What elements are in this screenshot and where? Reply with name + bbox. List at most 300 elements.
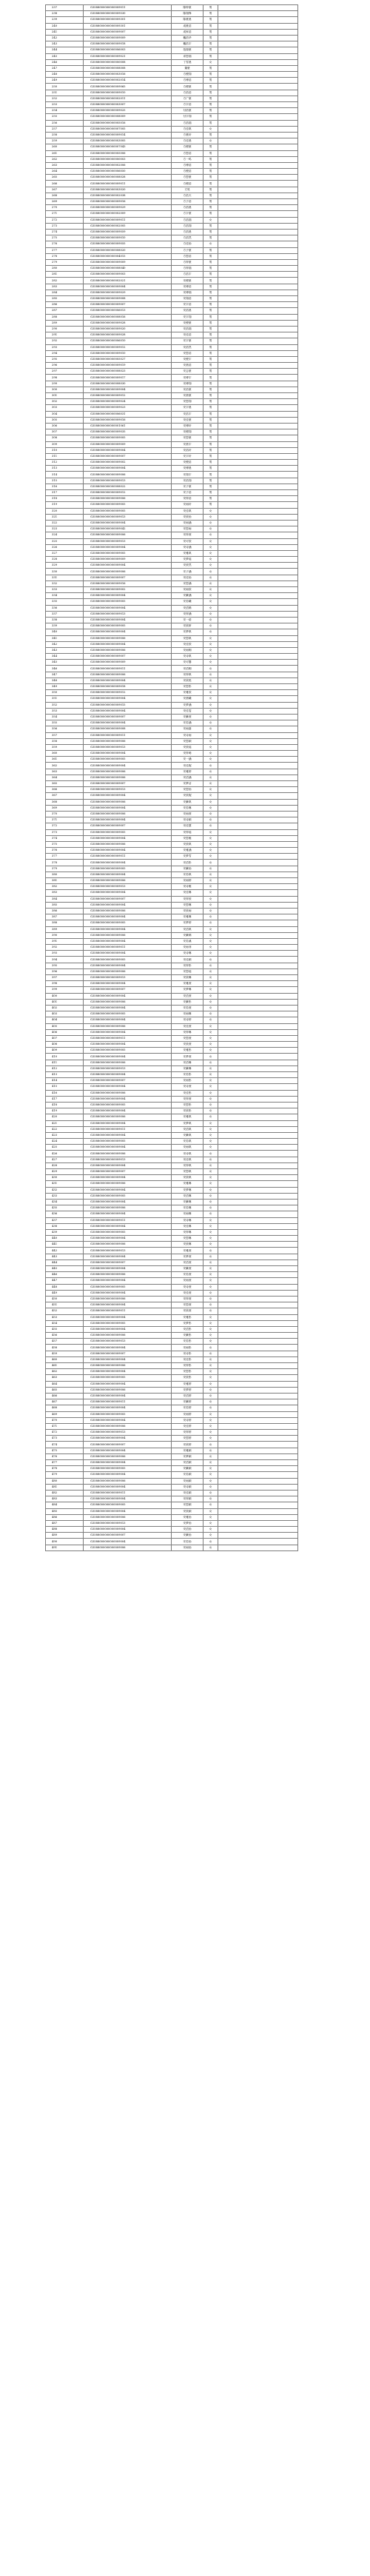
applicant-id-cell: G3588000000000009004: [84, 520, 172, 526]
applicant-name-cell: 安浩轩: [172, 447, 204, 453]
applicant-id-cell: G3588000000000009007: [84, 987, 172, 993]
table-row: [46, 1514, 298, 1520]
applicant-name-cell: 安思涵: [172, 581, 204, 586]
applicant-gender-cell: 男: [204, 132, 218, 138]
applicant-name-cell: 安佳慧: [172, 823, 204, 829]
row-number-cell: 377: [46, 854, 84, 860]
applicant-gender-cell: 女: [204, 793, 218, 799]
applicant-name-cell: 安若琪: [172, 872, 204, 877]
row-number-cell: 480: [46, 1478, 84, 1484]
applicant-gender-cell: 男: [204, 441, 218, 447]
applicant-gender-cell: 男: [204, 356, 218, 362]
table-row: [46, 1278, 298, 1284]
applicant-gender-cell: 女: [204, 878, 218, 884]
applicant-gender-cell: 女: [204, 848, 218, 854]
applicant-gender-cell: 女: [204, 957, 218, 963]
applicant-gender-cell: 女: [204, 975, 218, 981]
row-number-cell: 342: [46, 641, 84, 647]
row-number-cell: 439: [46, 1229, 84, 1235]
row-number-cell: 405: [46, 1023, 84, 1029]
applicant-id-cell: G3588000000000009005: [84, 757, 172, 763]
applicant-id-cell: G3588000000000009005: [84, 920, 172, 926]
table-row: [46, 241, 298, 247]
row-number-cell: 336: [46, 605, 84, 611]
applicant-name-cell: 安雨颖: [172, 1478, 204, 1484]
applicant-gender-cell: 男: [204, 296, 218, 302]
table-row: [46, 611, 298, 617]
table-row: [46, 138, 298, 144]
remarks-cell: [218, 1193, 298, 1199]
row-number-cell: 362: [46, 763, 84, 769]
applicant-name-cell: 安紫萱: [172, 714, 204, 720]
remarks-cell: [218, 1084, 298, 1090]
row-number-cell: 471: [46, 1423, 84, 1429]
row-number-cell: 323: [46, 526, 84, 532]
row-number-cell: 358: [46, 738, 84, 744]
applicant-gender-cell: 男: [204, 447, 218, 453]
applicant-gender-cell: 女: [204, 1345, 218, 1351]
table-row: [46, 211, 298, 217]
table-row: [46, 751, 298, 757]
applicant-id-cell: G3588000000000009012: [84, 344, 172, 350]
remarks-cell: [218, 1054, 298, 1060]
applicant-gender-cell: 女: [204, 1114, 218, 1120]
applicant-name-cell: 安俊浩: [172, 460, 204, 466]
applicant-id-cell: G3588000000000009004: [84, 1145, 172, 1151]
remarks-cell: [218, 1369, 298, 1375]
applicant-id-cell: G3588000000000009006: [84, 472, 172, 478]
applicant-gender-cell: 男: [204, 253, 218, 259]
applicant-id-cell: G3588000000000009005: [84, 1284, 172, 1290]
applicant-gender-cell: 男: [204, 344, 218, 350]
applicant-gender-cell: 女: [204, 1460, 218, 1466]
applicant-id-cell: G3588000000000009016: [84, 581, 172, 586]
remarks-cell: [218, 387, 298, 392]
row-number-cell: 373: [46, 829, 84, 835]
table-row: [46, 684, 298, 690]
applicant-gender-cell: 男: [204, 472, 218, 478]
applicant-gender-cell: 女: [204, 963, 218, 968]
table-row: [46, 635, 298, 641]
applicant-gender-cell: 男: [204, 17, 218, 23]
remarks-cell: [218, 1272, 298, 1278]
table-row: [46, 441, 298, 447]
row-number-cell: 374: [46, 835, 84, 841]
remarks-cell: [218, 1162, 298, 1168]
applicant-id-cell: G3588000000000009011: [84, 945, 172, 951]
applicant-gender-cell: 女: [204, 1302, 218, 1308]
row-number-cell: 259: [46, 138, 84, 144]
applicant-name-cell: 安博宇: [172, 375, 204, 381]
remarks-cell: [218, 605, 298, 611]
row-number-cell: 382: [46, 884, 84, 890]
row-number-cell: 366: [46, 787, 84, 793]
remarks-cell: [218, 1351, 298, 1356]
row-number-cell: 436: [46, 1211, 84, 1217]
applicant-gender-cell: 女: [204, 538, 218, 544]
table-row: [46, 1199, 298, 1205]
applicant-name-cell: 方浩晨: [172, 205, 204, 211]
remarks-cell: [218, 247, 298, 253]
row-number-cell: 441: [46, 1242, 84, 1248]
applicant-id-cell: G3588000000000009059: [84, 229, 172, 235]
row-number-cell: 277: [46, 247, 84, 253]
applicant-gender-cell: 女: [204, 1448, 218, 1453]
table-row: [46, 647, 298, 653]
table-row: [46, 1369, 298, 1375]
remarks-cell: [218, 1211, 298, 1217]
applicant-id-cell: G3588000000000008008: [84, 65, 172, 71]
applicant-id-cell: G3588000000000009015: [84, 702, 172, 708]
applicant-name-cell: 安欣婷: [172, 1442, 204, 1448]
applicant-gender-cell: 女: [204, 1472, 218, 1478]
applicant-name-cell: 安梓琳: [172, 1229, 204, 1235]
applicant-name-cell: 方思浩: [172, 253, 204, 259]
table-row: [46, 490, 298, 496]
table-row: [46, 429, 298, 435]
applicant-id-cell: G3588000000000008022: [84, 484, 172, 489]
row-number-cell: 453: [46, 1314, 84, 1320]
row-number-cell: 299: [46, 381, 84, 387]
row-number-cell: 280: [46, 266, 84, 272]
applicant-gender-cell: 女: [204, 1381, 218, 1387]
applicant-gender-cell: 男: [204, 405, 218, 411]
row-number-cell: 388: [46, 920, 84, 926]
applicant-name-cell: 安紫婷: [172, 1399, 204, 1405]
applicant-name-cell: 安紫怡: [172, 866, 204, 872]
applicant-gender-cell: 女: [204, 1490, 218, 1496]
remarks-cell: [218, 1259, 298, 1265]
applicant-name-cell: 安子涵: [172, 569, 204, 575]
applicant-name-cell: 安佳浩: [172, 332, 204, 338]
remarks-cell: [218, 550, 298, 556]
row-number-cell: 418: [46, 1102, 84, 1108]
applicant-name-cell: 安雅萱: [172, 981, 204, 987]
remarks-cell: [218, 902, 298, 908]
applicant-name-cell: 陈豪晨: [172, 17, 204, 23]
remarks-cell: [218, 53, 298, 59]
remarks-cell: [218, 1484, 298, 1490]
applicant-gender-cell: 女: [204, 599, 218, 605]
applicant-id-cell: G3588000000000009024: [84, 399, 172, 405]
remarks-cell: [218, 23, 298, 29]
row-number-cell: 251: [46, 90, 84, 96]
table-row: [46, 1217, 298, 1223]
remarks-cell: [218, 757, 298, 763]
applicant-id-cell: G3588000000000009004: [84, 793, 172, 799]
applicant-id-cell: G3588000000000009021: [84, 53, 172, 59]
applicant-name-cell: 安晨曦: [172, 696, 204, 702]
row-number-cell: 368: [46, 799, 84, 805]
applicant-name-cell: 方浩天: [172, 193, 204, 198]
remarks-cell: [218, 526, 298, 532]
applicant-id-cell: G3588000000000009028: [84, 332, 172, 338]
remarks-cell: [218, 1514, 298, 1520]
applicant-id-cell: G3588000000000009005: [84, 1102, 172, 1108]
applicant-name-cell: 安思彤: [172, 1102, 204, 1108]
applicant-gender-cell: 男: [204, 108, 218, 114]
table-row: [46, 472, 298, 478]
applicant-gender-cell: 女: [204, 217, 218, 223]
applicant-name-cell: 安博晨: [172, 466, 204, 472]
row-number-cell: 265: [46, 175, 84, 181]
applicant-gender-cell: 女: [204, 1017, 218, 1023]
applicant-name-cell: 安思雅: [172, 835, 204, 841]
applicant-id-cell: G3588000000000009011: [84, 666, 172, 672]
applicant-gender-cell: 女: [204, 1375, 218, 1381]
applicant-gender-cell: 女: [204, 1259, 218, 1265]
table-row: [46, 417, 298, 423]
applicant-id-cell: G3588000000000009006: [84, 932, 172, 938]
row-number-cell: 260: [46, 144, 84, 150]
applicant-gender-cell: 男: [204, 417, 218, 423]
applicant-id-cell: G3588000000000009007: [84, 896, 172, 902]
applicant-id-cell: G3588000000000009006: [84, 1181, 172, 1187]
applicant-id-cell: G3588000000000009013: [84, 1430, 172, 1436]
table-row: [46, 1290, 298, 1296]
applicant-id-cell: G3588000000000009005: [84, 550, 172, 556]
applicant-gender-cell: 男: [204, 435, 218, 441]
applicant-id-cell: G3588000000000009011: [84, 1490, 172, 1496]
table-row: [46, 1496, 298, 1502]
applicant-gender-cell: 女: [204, 787, 218, 793]
remarks-cell: [218, 1205, 298, 1211]
remarks-cell: [218, 914, 298, 920]
remarks-cell: [218, 848, 298, 854]
applicant-gender-cell: 女: [204, 884, 218, 890]
applicant-name-cell: 戴浩宇: [172, 41, 204, 47]
remarks-cell: [218, 320, 298, 326]
applicant-gender-cell: 女: [204, 1430, 218, 1436]
applicant-gender-cell: 男: [204, 326, 218, 332]
row-number-cell: 329: [46, 563, 84, 569]
applicant-id-cell: G3588000000000009010: [84, 235, 172, 241]
row-number-cell: 488: [46, 1527, 84, 1533]
remarks-cell: [218, 1072, 298, 1078]
applicant-id-cell: G3588000000000009006: [84, 908, 172, 914]
applicant-name-cell: 安思瑶: [172, 968, 204, 974]
row-number-cell: 489: [46, 1533, 84, 1539]
row-number-cell: 291: [46, 332, 84, 338]
table-row: [46, 1193, 298, 1199]
applicant-id-cell: G3588000000000009006: [84, 775, 172, 780]
applicant-id-cell: G3588000000000000003: [84, 156, 172, 162]
row-number-cell: 472: [46, 1430, 84, 1436]
table-row: [46, 217, 298, 223]
row-number-cell: 454: [46, 1320, 84, 1326]
applicant-name-cell: 方俊浩: [172, 169, 204, 175]
table-row: [46, 363, 298, 369]
row-number-cell: 403: [46, 1011, 84, 1017]
row-number-cell: 463: [46, 1375, 84, 1381]
row-number-cell: 449: [46, 1290, 84, 1296]
remarks-cell: [218, 181, 298, 187]
row-number-cell: 271: [46, 211, 84, 217]
remarks-cell: [218, 599, 298, 605]
applicant-name-cell: 方博浩: [172, 78, 204, 84]
applicant-id-cell: G3588000000000008023: [84, 369, 172, 375]
row-number-cell: 386: [46, 908, 84, 914]
applicant-gender-cell: 女: [204, 751, 218, 757]
applicant-gender-cell: 女: [204, 617, 218, 623]
table-row: [46, 993, 298, 999]
table-row: [46, 375, 298, 381]
applicant-name-cell: 安诗琪: [172, 1151, 204, 1157]
applicant-name-cell: 安俊宇: [172, 356, 204, 362]
applicant-gender-cell: 男: [204, 387, 218, 392]
applicant-name-cell: 安雨萱: [172, 1278, 204, 1284]
row-number-cell: 268: [46, 193, 84, 198]
applicant-gender-cell: 女: [204, 514, 218, 520]
remarks-cell: [218, 920, 298, 926]
applicant-gender-cell: 男: [204, 320, 218, 326]
applicant-id-cell: G3588000000000009065: [84, 84, 172, 90]
row-number-cell: 434: [46, 1199, 84, 1205]
row-number-cell: 411: [46, 1060, 84, 1065]
remarks-cell: [218, 987, 298, 993]
applicant-gender-cell: 女: [204, 1236, 218, 1242]
applicant-gender-cell: 男: [204, 363, 218, 369]
row-number-cell: 420: [46, 1114, 84, 1120]
applicant-gender-cell: 男: [204, 223, 218, 229]
remarks-cell: [218, 872, 298, 877]
applicant-id-cell: G3588000000000009006: [84, 672, 172, 678]
applicant-name-cell: 安宇轩: [172, 453, 204, 459]
applicant-name-cell: 安梦洁: [172, 781, 204, 787]
applicant-gender-cell: 女: [204, 920, 218, 926]
applicant-gender-cell: 女: [204, 526, 218, 532]
remarks-cell: [218, 1333, 298, 1339]
applicant-id-cell: G3588000000000009005: [84, 1375, 172, 1381]
applicant-id-cell: G3588000000000009013: [84, 1065, 172, 1071]
table-row: [46, 478, 298, 484]
remarks-cell: [218, 1175, 298, 1181]
row-number-cell: 281: [46, 272, 84, 278]
applicant-gender-cell: 男: [204, 144, 218, 150]
row-number-cell: 475: [46, 1448, 84, 1453]
table-row: [46, 302, 298, 308]
applicant-gender-cell: 男: [204, 453, 218, 459]
applicant-gender-cell: 女: [204, 1151, 218, 1157]
applicant-id-cell: G3588000000000009004: [84, 1054, 172, 1060]
applicant-gender-cell: 男: [204, 187, 218, 193]
row-number-cell: 319: [46, 502, 84, 508]
remarks-cell: [218, 581, 298, 586]
row-number-cell: 448: [46, 1284, 84, 1290]
row-number-cell: 395: [46, 963, 84, 968]
applicant-gender-cell: 女: [204, 1405, 218, 1411]
applicant-name-cell: 安雅琪: [172, 1114, 204, 1120]
applicant-id-cell: G3588000000000009004: [84, 387, 172, 392]
applicant-id-cell: G3588000000000009004: [84, 1393, 172, 1399]
applicant-name-cell: 安若涵: [172, 720, 204, 726]
applicant-gender-cell: 男: [204, 120, 218, 126]
remarks-cell: [218, 611, 298, 617]
table-row: [46, 1005, 298, 1011]
row-number-cell: 337: [46, 611, 84, 617]
applicant-name-cell: 安雅怡: [172, 1514, 204, 1520]
applicant-name-cell: 安雅颖: [172, 1448, 204, 1453]
remarks-cell: [218, 90, 298, 96]
applicant-name-cell: 安若彤: [172, 1339, 204, 1345]
row-number-cell: 264: [46, 169, 84, 175]
applicant-id-cell: G3588000000000009005: [84, 1502, 172, 1508]
remarks-cell: [218, 975, 298, 981]
applicant-gender-cell: 女: [204, 945, 218, 951]
row-number-cell: 341: [46, 635, 84, 641]
row-number-cell: 464: [46, 1381, 84, 1387]
applicant-id-cell: G3588000000000009004: [84, 1017, 172, 1023]
applicant-gender-cell: 女: [204, 1436, 218, 1442]
applicant-name-cell: 安佳豪: [172, 417, 204, 423]
table-row: [46, 999, 298, 1005]
remarks-cell: [218, 1236, 298, 1242]
applicant-gender-cell: 女: [204, 544, 218, 550]
row-number-cell: 340: [46, 629, 84, 635]
row-number-cell: 484: [46, 1502, 84, 1508]
applicant-gender-cell: 女: [204, 1211, 218, 1217]
applicant-name-cell: 方浩宇: [172, 272, 204, 278]
applicant-id-cell: G3588000000000009009: [84, 35, 172, 41]
applicant-name-cell: 安若琳: [172, 805, 204, 811]
applicant-gender-cell: 女: [204, 1527, 218, 1533]
row-number-cell: 256: [46, 120, 84, 126]
applicant-name-cell: 安晨宇: [172, 441, 204, 447]
remarks-cell: [218, 187, 298, 193]
row-number-cell: 238: [46, 11, 84, 17]
applicant-id-cell: G3588000000000009004: [84, 914, 172, 920]
applicant-name-cell: 安梓萱: [172, 1096, 204, 1102]
applicant-name-cell: 方俊豪: [172, 84, 204, 90]
applicant-name-cell: 安雨琪: [172, 1145, 204, 1151]
applicant-name-cell: 方宇豪: [172, 211, 204, 217]
remarks-cell: [218, 1254, 298, 1259]
applicant-gender-cell: 女: [204, 817, 218, 823]
applicant-gender-cell: 女: [204, 835, 218, 841]
remarks-cell: [218, 84, 298, 90]
row-number-cell: 349: [46, 684, 84, 690]
applicant-id-cell: G3588000000000009006: [84, 1090, 172, 1096]
applicant-gender-cell: 女: [204, 987, 218, 993]
applicant-id-cell: G3588000000000008030: [84, 381, 172, 387]
table-row: [46, 544, 298, 550]
applicant-gender-cell: 女: [204, 1272, 218, 1278]
applicant-id-cell: G3588000000000009018: [84, 684, 172, 690]
row-number-cell: 413: [46, 1072, 84, 1078]
applicant-gender-cell: 男: [204, 399, 218, 405]
applicant-id-cell: G3588000000000009004: [84, 1120, 172, 1126]
applicant-gender-cell: 女: [204, 775, 218, 780]
remarks-cell: [218, 1278, 298, 1284]
row-number-cell: 381: [46, 878, 84, 884]
applicant-id-cell: G3588000000000009007: [84, 714, 172, 720]
remarks-cell: [218, 775, 298, 780]
remarks-cell: [218, 532, 298, 538]
remarks-cell: [218, 623, 298, 629]
applicant-id-cell: G3588000000000009013: [84, 884, 172, 890]
applicant-name-cell: 安欣萱: [172, 1042, 204, 1048]
remarks-cell: [218, 290, 298, 295]
table-row: [46, 199, 298, 205]
table-row: [46, 156, 298, 162]
table-row: [46, 666, 298, 672]
row-number-cell: 401: [46, 999, 84, 1005]
remarks-cell: [218, 654, 298, 660]
row-number-cell: 390: [46, 932, 84, 938]
row-number-cell: 352: [46, 702, 84, 708]
remarks-cell: [218, 381, 298, 387]
remarks-cell: [218, 672, 298, 678]
